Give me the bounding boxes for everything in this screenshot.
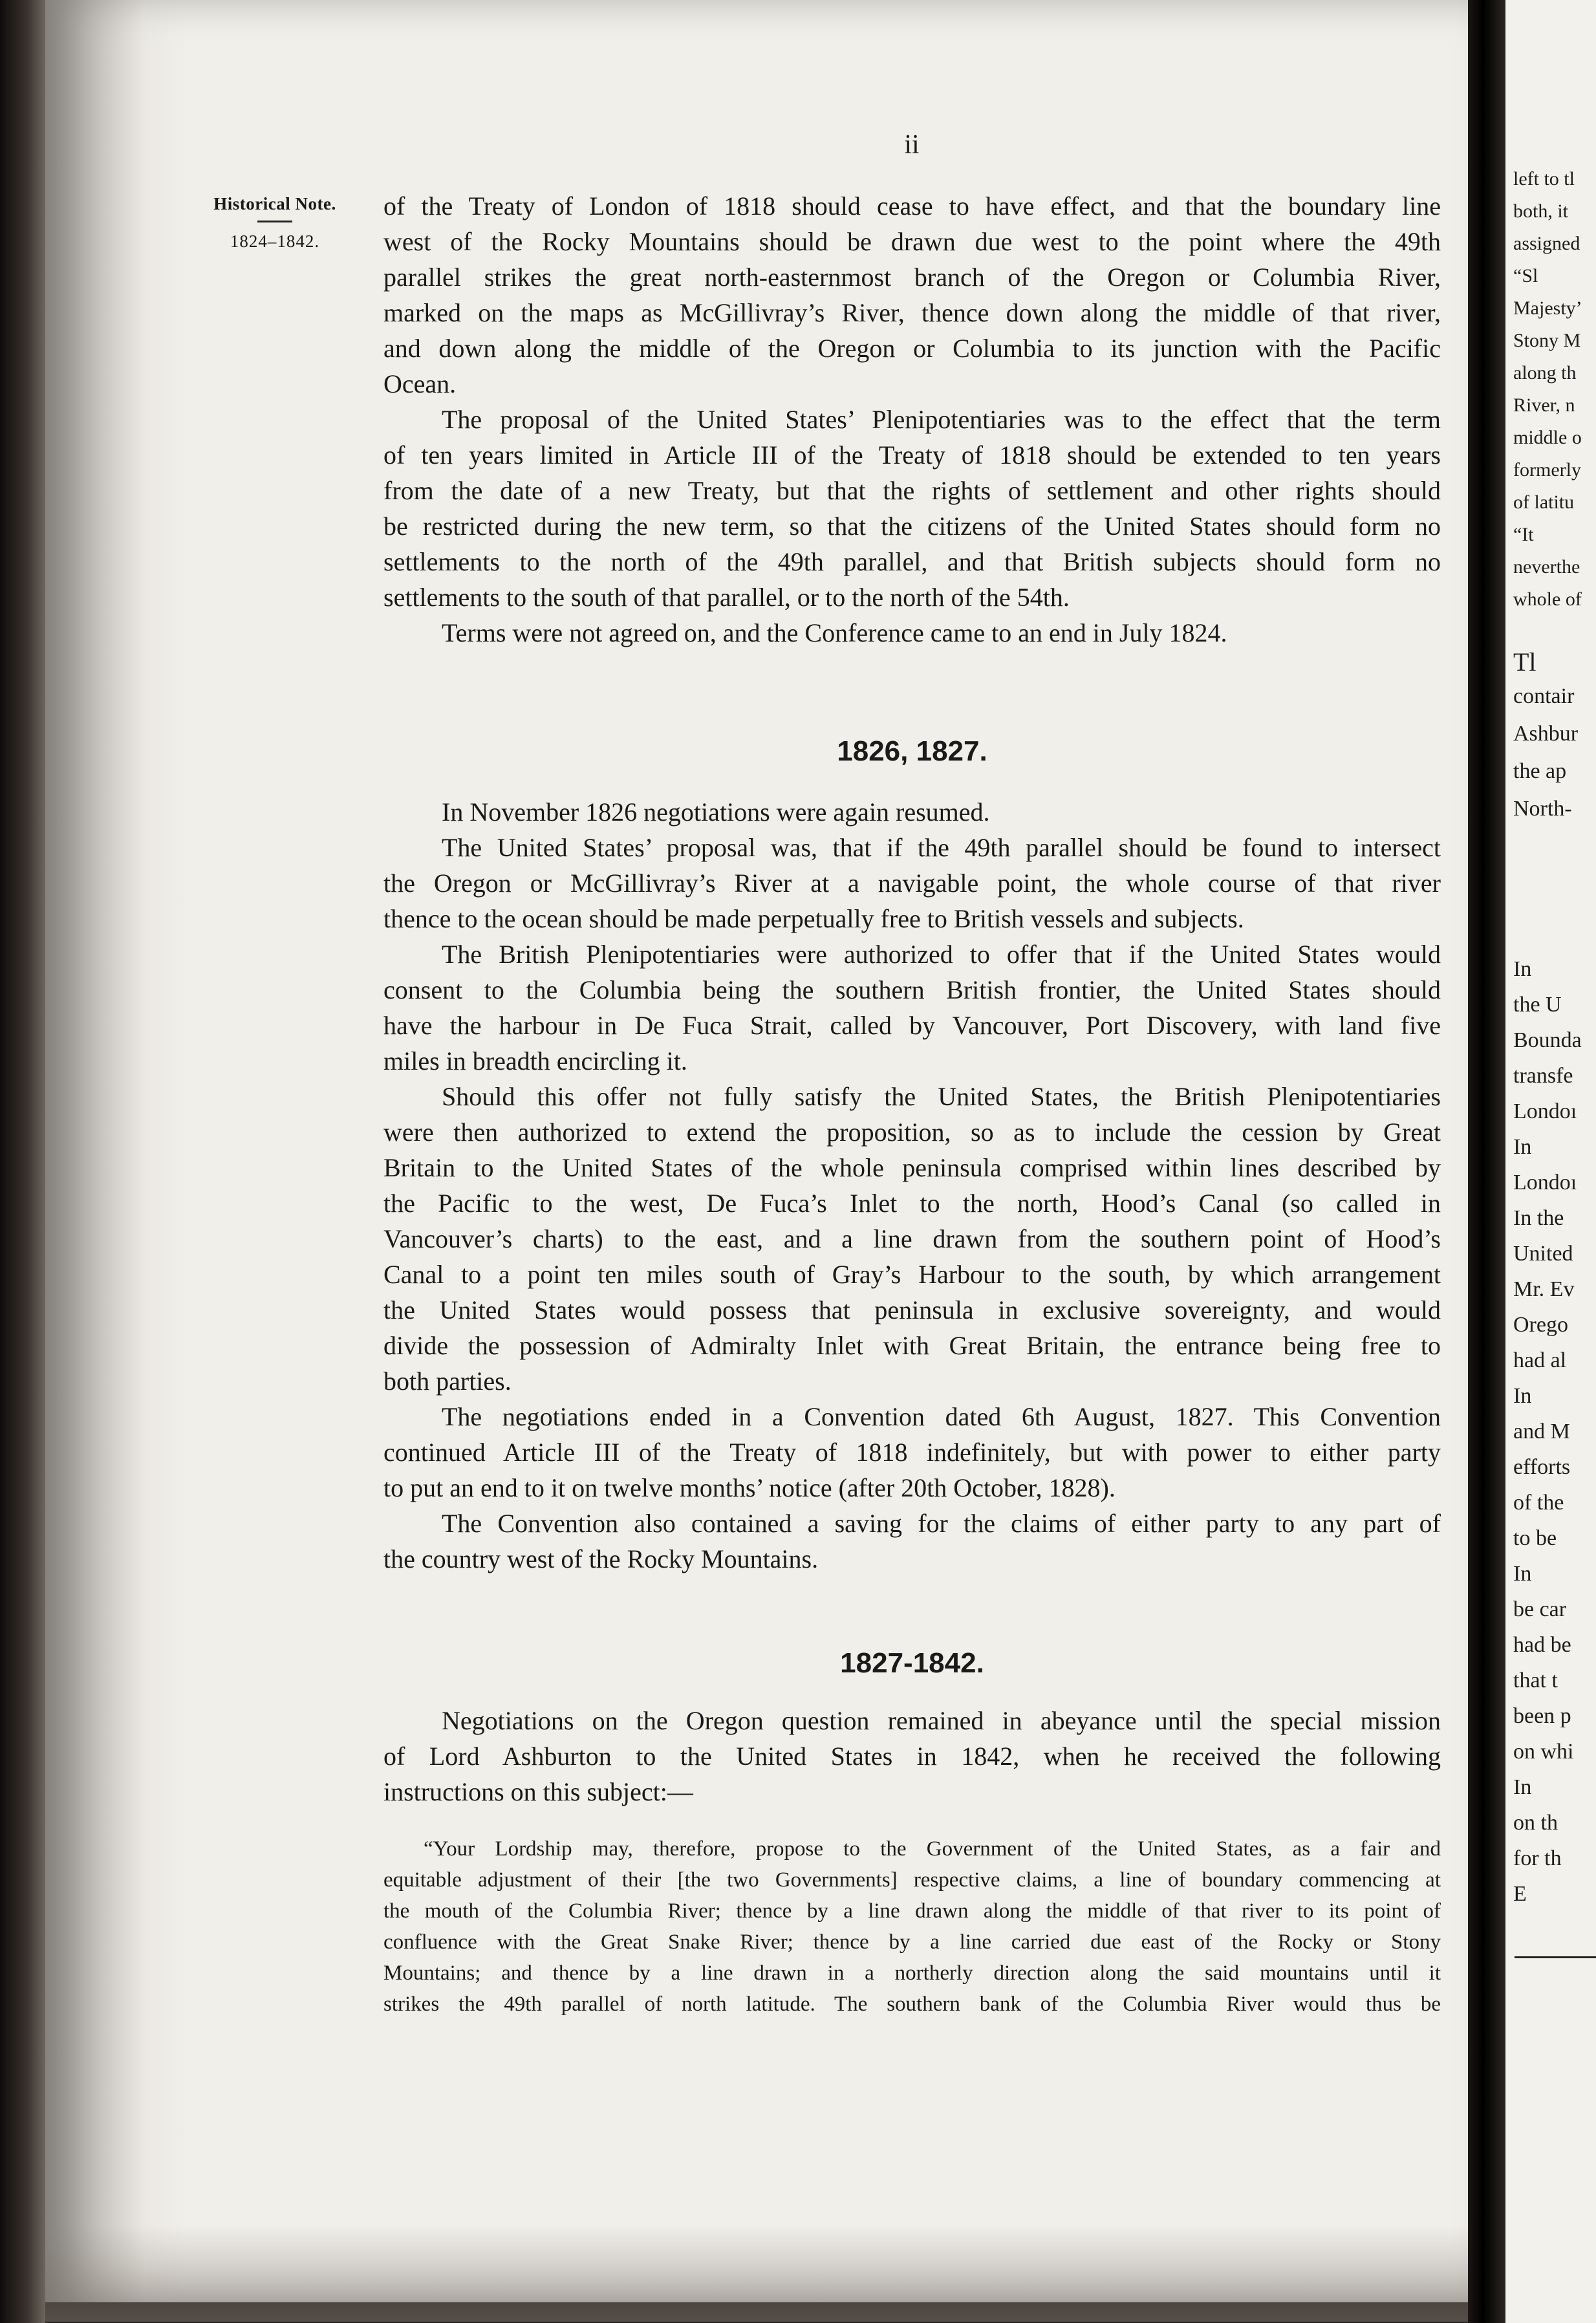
facing-page-fragment: Londoı bbox=[1513, 1171, 1577, 1194]
text-line: and down along the middle of the Oregon or Columbia to its junction with the Pacific bbox=[383, 334, 1441, 363]
text-line: Canal to a point ten miles south of Gray’s Harbour to the south, by which arrangement bbox=[383, 1260, 1441, 1289]
facing-page-fragment: Ashbur bbox=[1513, 722, 1579, 746]
facing-page-fragment: In bbox=[1513, 957, 1532, 981]
text-line: Britain to the United States of the whole peninsula comprised within lines described by bbox=[383, 1153, 1441, 1182]
text-line: Terms were not agreed on, and the Conference came to an end in July 1824. bbox=[442, 618, 1227, 647]
text-line: were then authorized to extend the proposition, so as to include the cession by Great bbox=[383, 1118, 1441, 1147]
quote-line: strikes the 49th parallel of north latitude. The southern bank of the Columbia River would thus be bbox=[383, 1993, 1441, 2016]
facing-page-fragment: to be bbox=[1513, 1526, 1557, 1550]
page-number: ii bbox=[904, 130, 920, 160]
text-line: settlements to the south of that parallel, or to the north of the 54th. bbox=[383, 583, 1070, 612]
facing-page-fragment: on whi bbox=[1513, 1740, 1574, 1764]
facing-page-fragment: In bbox=[1513, 1562, 1532, 1586]
facing-page-fragment: formerly bbox=[1513, 459, 1581, 481]
text-line: settlements to the north of the 49th parallel, and that British subjects should form no bbox=[383, 547, 1441, 576]
facing-page-fragment: left to tl bbox=[1513, 168, 1575, 189]
text-line: Should this offer not fully satisfy the United States, the British Plenipotentiaries bbox=[442, 1082, 1441, 1111]
facing-page-fragment: River, n bbox=[1513, 394, 1575, 416]
text-line: the United States would possess that peninsula in exclusive sovereignty, and would bbox=[383, 1295, 1441, 1324]
text-line: parallel strikes the great north-easternmost branch of the Oregon or Columbia River, bbox=[383, 263, 1441, 292]
quote-line: Mountains; and thence by a line drawn in a northerly direction along the said mountains until it bbox=[383, 1961, 1441, 1985]
text-line: Vancouver’s charts) to the east, and a line drawn from the southern point of Hood’s bbox=[383, 1224, 1441, 1253]
facing-page-fragment: “It bbox=[1513, 524, 1534, 545]
text-line: west of the Rocky Mountains should be drawn due west to the point where the 49th bbox=[383, 227, 1441, 256]
facing-page-fragment: transfe bbox=[1513, 1064, 1573, 1088]
facing-page-fragment: North- bbox=[1513, 797, 1572, 821]
facing-page-fragment: In the bbox=[1513, 1206, 1564, 1230]
facing-page-fragment: the ap bbox=[1513, 759, 1567, 783]
text-line: the Oregon or McGillivray’s River at a navigable point, the whole course of that river bbox=[383, 869, 1441, 898]
quote-line: equitable adjustment of their [the two Governments] respective claims, a line of boundary commencing at bbox=[383, 1868, 1441, 1892]
facing-page-fragment: In bbox=[1513, 1775, 1532, 1799]
text-line: continued Article III of the Treaty of 1818 indefinitely, but with power to either party bbox=[383, 1438, 1441, 1467]
page-gutter-shadow bbox=[45, 0, 188, 2302]
facing-page-fragment: be car bbox=[1513, 1597, 1567, 1621]
text-line: Ocean. bbox=[383, 369, 457, 398]
text-line: of Lord Ashburton to the United States in 1842, when he received the following bbox=[383, 1742, 1441, 1771]
text-line: the Pacific to the west, De Fuca’s Inlet to the north, Hood’s Canal (so called in bbox=[383, 1189, 1441, 1218]
text-line: both parties. bbox=[383, 1367, 512, 1396]
text-line: be restricted during the new term, so that the citizens of the United States should form no bbox=[383, 512, 1441, 541]
facing-page-fragment: that t bbox=[1513, 1669, 1558, 1692]
text-line: the country west of the Rocky Mountains. bbox=[383, 1544, 819, 1573]
text-line: marked on the maps as McGillivray’s River, thence down along the middle of that river, bbox=[383, 298, 1441, 327]
margin-note-years: 1824–1842. bbox=[230, 232, 320, 251]
facing-page-fragment: In bbox=[1513, 1384, 1532, 1408]
text-line: divide the possession of Admiralty Inlet with Great Britain, the entrance being free to bbox=[383, 1331, 1441, 1360]
text-line: Negotiations on the Oregon question remained in abeyance until the special mission bbox=[442, 1706, 1441, 1735]
facing-page-fragment: middle o bbox=[1513, 427, 1582, 448]
text-line: The proposal of the United States’ Plenipotentiaries was to the effect that the term bbox=[442, 405, 1441, 434]
facing-page-fragment: Stony M bbox=[1513, 330, 1581, 351]
facing-page-fragment: for th bbox=[1513, 1846, 1562, 1870]
facing-page-fragment: “Sl bbox=[1513, 265, 1538, 286]
facing-page-fragment: Mr. Ev bbox=[1513, 1277, 1575, 1301]
facing-page-fragment: In bbox=[1513, 1135, 1532, 1159]
text-line: miles in breadth encircling it. bbox=[383, 1046, 687, 1075]
section-heading: 1826, 1827. bbox=[837, 735, 987, 767]
facing-page-fragment: had be bbox=[1513, 1633, 1571, 1657]
section-heading: 1827-1842. bbox=[840, 1647, 984, 1679]
text-line: of the Treaty of London of 1818 should cease to have effect, and that the boundary line bbox=[383, 191, 1441, 221]
facing-page-fragment: on th bbox=[1513, 1811, 1558, 1835]
facing-page-fragment: whole of bbox=[1513, 589, 1582, 610]
facing-page-fragment: contair bbox=[1513, 684, 1575, 708]
text-line: In November 1826 negotiations were again resumed. bbox=[442, 797, 990, 827]
text-line: thence to the ocean should be made perpetually free to British vessels and subjects. bbox=[383, 904, 1244, 933]
quote-line: the mouth of the Columbia River; thence by a line drawn along the middle of that river to its point of bbox=[383, 1899, 1441, 1923]
facing-page-fragment: Londoı bbox=[1513, 1099, 1577, 1123]
facing-page-fragment: of the bbox=[1513, 1491, 1564, 1515]
text-line: have the harbour in De Fuca Strait, called by Vancouver, Port Discovery, with land five bbox=[383, 1011, 1441, 1040]
quote-line: confluence with the Great Snake River; thence by a line carried due east of the Rocky or Stony bbox=[383, 1930, 1441, 1954]
page-bottom-shadow bbox=[45, 2225, 1468, 2322]
facing-page-fragment: and M bbox=[1513, 1420, 1570, 1443]
facing-page-fragment: both, it bbox=[1513, 200, 1569, 222]
book-spine-gap bbox=[1468, 0, 1505, 2323]
margin-note bbox=[207, 194, 343, 252]
facing-page-fragment: assigned bbox=[1513, 233, 1580, 254]
facing-page-fragment: the U bbox=[1513, 993, 1562, 1017]
margin-note-rule bbox=[257, 221, 292, 222]
quote-line: “Your Lordship may, therefore, propose to the Government of the United States, as a fair and bbox=[424, 1837, 1441, 1861]
margin-note-title: Historical Note. bbox=[213, 194, 336, 213]
scan-left-shadow bbox=[0, 0, 45, 2323]
facing-page-fragment: of latitu bbox=[1513, 492, 1575, 513]
facing-page-fragment: Orego bbox=[1513, 1313, 1568, 1337]
facing-page-fragment: Majesty’ bbox=[1513, 297, 1582, 319]
text-line: The British Plenipotentiaries were authorized to offer that if the United States would bbox=[442, 940, 1441, 969]
facing-page-fragment: Bounda bbox=[1513, 1028, 1582, 1052]
facing-page-fragment: been p bbox=[1513, 1704, 1571, 1728]
text-line: The negotiations ended in a Convention dated 6th August, 1827. This Convention bbox=[442, 1402, 1441, 1431]
text-line: The United States’ proposal was, that if the 49th parallel should be found to intersect bbox=[442, 833, 1441, 862]
facing-page-fragment: along th bbox=[1513, 362, 1577, 384]
facing-page-fragment: neverthe bbox=[1513, 556, 1580, 578]
facing-page-fragment: efforts bbox=[1513, 1455, 1571, 1479]
text-line: from the date of a new Treaty, but that the rights of settlement and other rights should bbox=[383, 476, 1441, 505]
facing-page-fragment: had al bbox=[1513, 1348, 1567, 1372]
text-line: of ten years limited in Article III of the Treaty of 1818 should be extended to ten years bbox=[383, 440, 1441, 470]
facing-page-fragment: United bbox=[1513, 1242, 1573, 1266]
text-line: instructions on this subject:— bbox=[383, 1777, 693, 1806]
facing-page-fragment: Tl bbox=[1513, 647, 1537, 676]
facing-page-fragment: E bbox=[1513, 1882, 1527, 1906]
facing-page-rule bbox=[1515, 1956, 1596, 1958]
facing-page-edge bbox=[1505, 0, 1596, 2323]
text-line: to put an end to it on twelve months’ notice (after 20th October, 1828). bbox=[383, 1473, 1116, 1502]
text-line: consent to the Columbia being the southern British frontier, the United States should bbox=[383, 975, 1441, 1004]
text-line: The Convention also contained a saving for the claims of either party to any part of bbox=[442, 1509, 1441, 1538]
